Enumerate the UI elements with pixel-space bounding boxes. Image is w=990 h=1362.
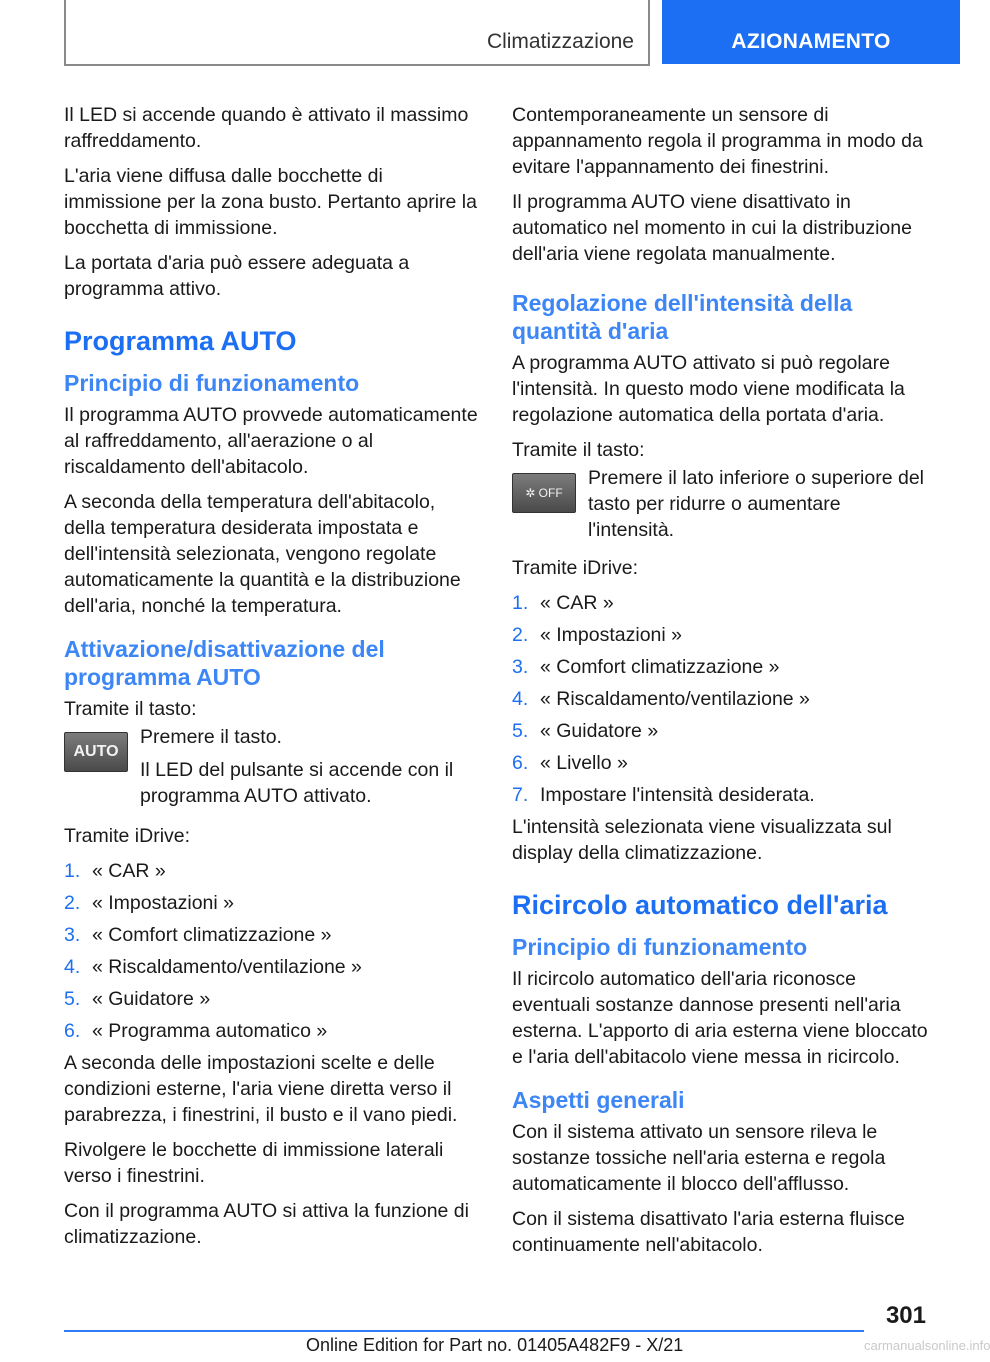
step-number: 2. [512,624,529,646]
step-item [512,622,928,648]
step-text: « Riscaldamento/ventilazione » [92,956,362,978]
instruction-text: Premere il lato inferiore o superiore del tasto per ridurre o aumentare l'intensità. [588,467,924,541]
step-item [512,782,928,808]
paragraph: Tramite il tasto: [512,439,645,461]
paragraph: Rivolgere le bocchette di immissione laterali verso i finestrini. [64,1139,444,1187]
footer-divider [64,1330,864,1332]
step-text: « Comfort climatizzazione » [540,656,780,678]
idrive-steps-list [512,590,928,808]
step-item [512,750,928,776]
watermark: carmanualsonline.info [864,1338,990,1353]
section-tab [64,0,650,66]
step-number: 3. [512,656,529,678]
step-number: 4. [64,956,81,978]
fan-button-icon: ✲ OFF [512,473,576,513]
heading-principle: Principio di funzionamento [64,370,360,396]
paragraph: A seconda della temperatura dell'abitacolo, della temperatura desiderata impostata e dell'intensità selezionata, vengono regolate automaticamente la quantità e la distribuzione dell'aria, nonché la temperatura. [64,491,461,617]
paragraph: A programma AUTO attivato si può regolare l'intensità. In questo modo viene modificata la regolazione automatica della portata d'aria. [512,352,905,426]
paragraph: Con il programma AUTO si attiva la funzione di climatizzazione. [64,1200,469,1248]
paragraph: Il ricircolo automatico dell'aria riconosce eventuali sostanze dannose presenti nell'aria esterna. L'apporto di aria esterna viene bloccato e l'aria dell'abitacolo viene messa in ricircolo. [512,968,928,1068]
chapter-title: AZIONAMENTO [731,30,891,53]
right-column [512,102,928,1267]
auto-button-instruction [64,724,480,809]
step-item [64,986,480,1012]
heading-auto-program: Programma AUTO [64,326,297,356]
step-number: 5. [512,720,529,742]
paragraph: L'aria viene diffusa dalle bocchette di immissione per la zona busto. Pertanto aprire la bocchetta di immissione. [64,165,477,239]
step-number: 6. [64,1020,81,1042]
step-item [512,654,928,680]
step-text: Impostare l'intensità desiderata. [540,784,815,806]
step-item [64,1018,480,1044]
step-text: « Impostazioni » [540,624,682,646]
paragraph: Contemporaneamente un sensore di appannamento regola il programma in modo da evitare l'appannamento dei finestrini. [512,104,923,178]
step-text: « Programma automatico » [92,1020,328,1042]
chapter-tab [662,0,960,64]
page-header [0,0,960,66]
step-text: « CAR » [540,592,614,614]
step-text: « Impostazioni » [92,892,234,914]
edition-footer: Online Edition for Part no. 01405A482F9 - X/21 [306,1335,684,1355]
step-text: « Guidatore » [540,720,659,742]
page-number: 301 [885,1302,926,1329]
heading-principle: Principio di funzionamento [512,934,808,960]
step-number: 1. [64,860,81,882]
step-text: « Riscaldamento/ventilazione » [540,688,810,710]
step-item [64,858,480,884]
paragraph: Il programma AUTO provvede automaticamente al raffreddamento, all'aerazione o al riscaldamento dell'abitacolo. [64,404,478,478]
step-number: 1. [512,592,529,614]
heading-recirculation: Ricircolo automatico dell'aria [512,890,888,920]
fan-button-instruction [512,465,928,543]
step-number: 3. [64,924,81,946]
step-item [512,590,928,616]
auto-button-icon: AUTO [64,732,128,772]
paragraph: Tramite il tasto: [64,698,197,720]
heading-activation: Attivazione/disattivazione del programma AUTO [64,636,385,690]
step-text: « Livello » [540,752,628,774]
paragraph: Con il sistema attivato un sensore rileva le sostanze tossiche nell'aria esterna e regola automaticamente il blocco dell'afflusso. [512,1121,886,1195]
paragraph: Con il sistema disattivato l'aria esterna fluisce continuamente nell'abitacolo. [512,1208,905,1256]
instruction-note: Il LED del pulsante si accende con il programma AUTO attivato. [140,759,454,807]
step-item [64,922,480,948]
paragraph: Tramite iDrive: [512,557,639,579]
step-number: 4. [512,688,529,710]
paragraph: La portata d'aria può essere adeguata a programma attivo. [64,252,410,300]
paragraph: A seconda delle impostazioni scelte e delle condizioni esterne, l'aria viene diretta verso il parabrezza, i finestrini, il busto e il vano piedi. [64,1052,458,1126]
step-item [512,718,928,744]
instruction-text: Premere il tasto. [140,726,282,748]
step-text: « Comfort climatizzazione » [92,924,332,946]
paragraph: Tramite iDrive: [64,825,191,847]
step-number: 6. [512,752,529,774]
step-item [64,954,480,980]
step-number: 7. [512,784,529,806]
paragraph: L'intensità selezionata viene visualizzata sul display della climatizzazione. [512,816,892,864]
step-number: 5. [64,988,81,1010]
idrive-steps-list [64,858,480,1044]
step-number: 2. [64,892,81,914]
left-column [64,102,480,1259]
paragraph: Il programma AUTO viene disattivato in automatico nel momento in cui la distribuzione dell'aria viene regolata manualmente. [512,191,912,265]
step-item [64,890,480,916]
step-text: « CAR » [92,860,166,882]
heading-general: Aspetti generali [512,1087,685,1113]
section-title: Climatizzazione [486,30,634,53]
step-text: « Guidatore » [92,988,211,1010]
paragraph: Il LED si accende quando è attivato il massimo raffreddamento. [64,104,469,152]
step-item [512,686,928,712]
heading-intensity: Regolazione dell'intensità della quantità d'aria [512,290,853,344]
